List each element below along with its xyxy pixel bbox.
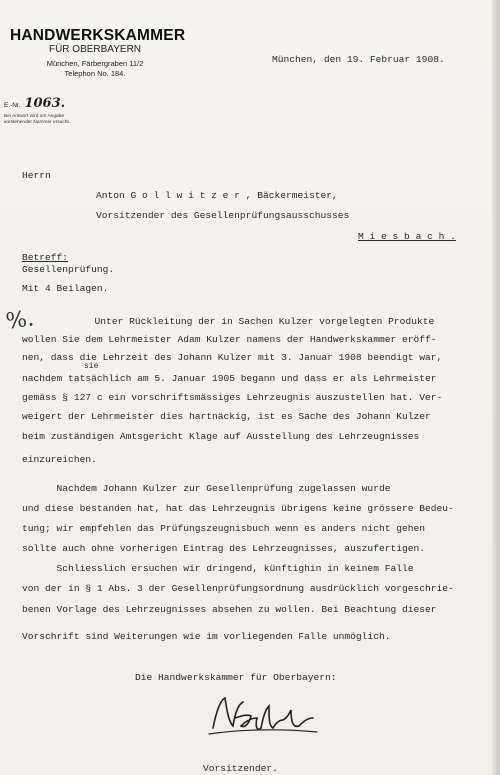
body-line: von der in § 1 Abs. 3 der Gesellenprüfungsordnung ausdrücklich vorgeschrie- bbox=[22, 583, 454, 594]
reference-note-line: Bei Antwort wird um Angabe bbox=[4, 114, 64, 119]
addressee-salutation: Herrn bbox=[22, 170, 51, 181]
letterhead-org: HANDWERKSKAMMER bbox=[10, 27, 186, 44]
body-line: Schliesslich ersuchen wir dringend, künftighin in keinem Falle bbox=[22, 563, 414, 574]
page-edge-shadow bbox=[492, 0, 500, 775]
letterhead-address: München, Färbergraben 11/2 bbox=[46, 59, 144, 68]
reference-note bbox=[4, 114, 114, 126]
letterhead bbox=[10, 27, 186, 79]
subject-text: Gesellenprüfung. bbox=[22, 264, 115, 275]
addressee-city: M i e s b a c h . bbox=[358, 231, 456, 242]
body-line: Nachdem Johann Kulzer zur Gesellenprüfung zugelassen wurde bbox=[22, 483, 391, 494]
closing-line: Die Handwerkskammer für Oberbayern: bbox=[135, 672, 337, 683]
body-line: benen Vorlage des Lehrzeugnisses absehen zu wollen. Bei Beachtung dieser bbox=[22, 604, 437, 615]
body-line: sollte auch ohne vorherigen Eintrag des Lehrzeugnisses, auszufertigen. bbox=[22, 543, 426, 554]
body-line: Unter Rückleitung der in Sachen Kulzer vorgelegten Produkte bbox=[60, 316, 435, 327]
body-line: beim zuständigen Amtsgericht Klage auf Ausstellung des Lehrzeugnisses bbox=[22, 431, 420, 442]
reference-value: 1063. bbox=[24, 96, 66, 111]
body-line: und diese bestanden hat, hat das Lehrzeugnis übrigens keine grössere Bedeu- bbox=[22, 503, 454, 514]
margin-mark: %. bbox=[4, 306, 36, 335]
letterhead-telephone: Telephon No. 184. bbox=[64, 69, 126, 78]
subject-label: Betreff: bbox=[22, 252, 69, 263]
body-line: weigert der Lehrmeister dies hartnäckig, ist es Sache des Johann Kulzer bbox=[22, 411, 431, 422]
date-line: München, den 19. Februar 1908. bbox=[272, 54, 445, 65]
body-line: gemäss § 127 c ein vorschriftsmässiges Lehrzeugnis auszustellen hat. Ver- bbox=[22, 392, 443, 403]
body-line: einzureichen. bbox=[22, 454, 97, 465]
enclosures: Mit 4 Beilagen. bbox=[22, 283, 109, 294]
body-line: wollen Sie dem Lehrmeister Adam Kulzer namens der Handwerkskammer eröff- bbox=[22, 334, 437, 345]
reference-number bbox=[4, 96, 65, 111]
body-line: nen, dass die Lehrzeit des Johann Kulzer mit 3. Januar 1908 beendigt war, bbox=[22, 352, 443, 363]
insertion-mark: sie bbox=[84, 362, 99, 371]
reference-label: E.-Nr. bbox=[4, 102, 21, 109]
body-line: nachdem tatsächlich am 5. Januar 1905 begann und dass er als Lehrmeister bbox=[22, 373, 437, 384]
signature bbox=[205, 688, 325, 749]
reference-note-line: vorstehender Nummer ersucht. bbox=[4, 120, 71, 125]
signer-title: Vorsitzender. bbox=[203, 763, 278, 774]
addressee-name: Anton G o l l w i t z e r , Bäckermeister, bbox=[96, 190, 338, 201]
addressee-role: Vorsitzender des Gesellenprüfungsausschusses bbox=[96, 210, 350, 221]
body-line: Vorschrift sind Weiterungen wie im vorliegenden Falle unmöglich. bbox=[22, 631, 391, 642]
letterhead-sub: FÜR OBERBAYERN bbox=[48, 44, 142, 55]
body-line: tung; wir empfehlen das Prüfungszeugnisbuch wenn es anders nicht gehen bbox=[22, 523, 426, 534]
